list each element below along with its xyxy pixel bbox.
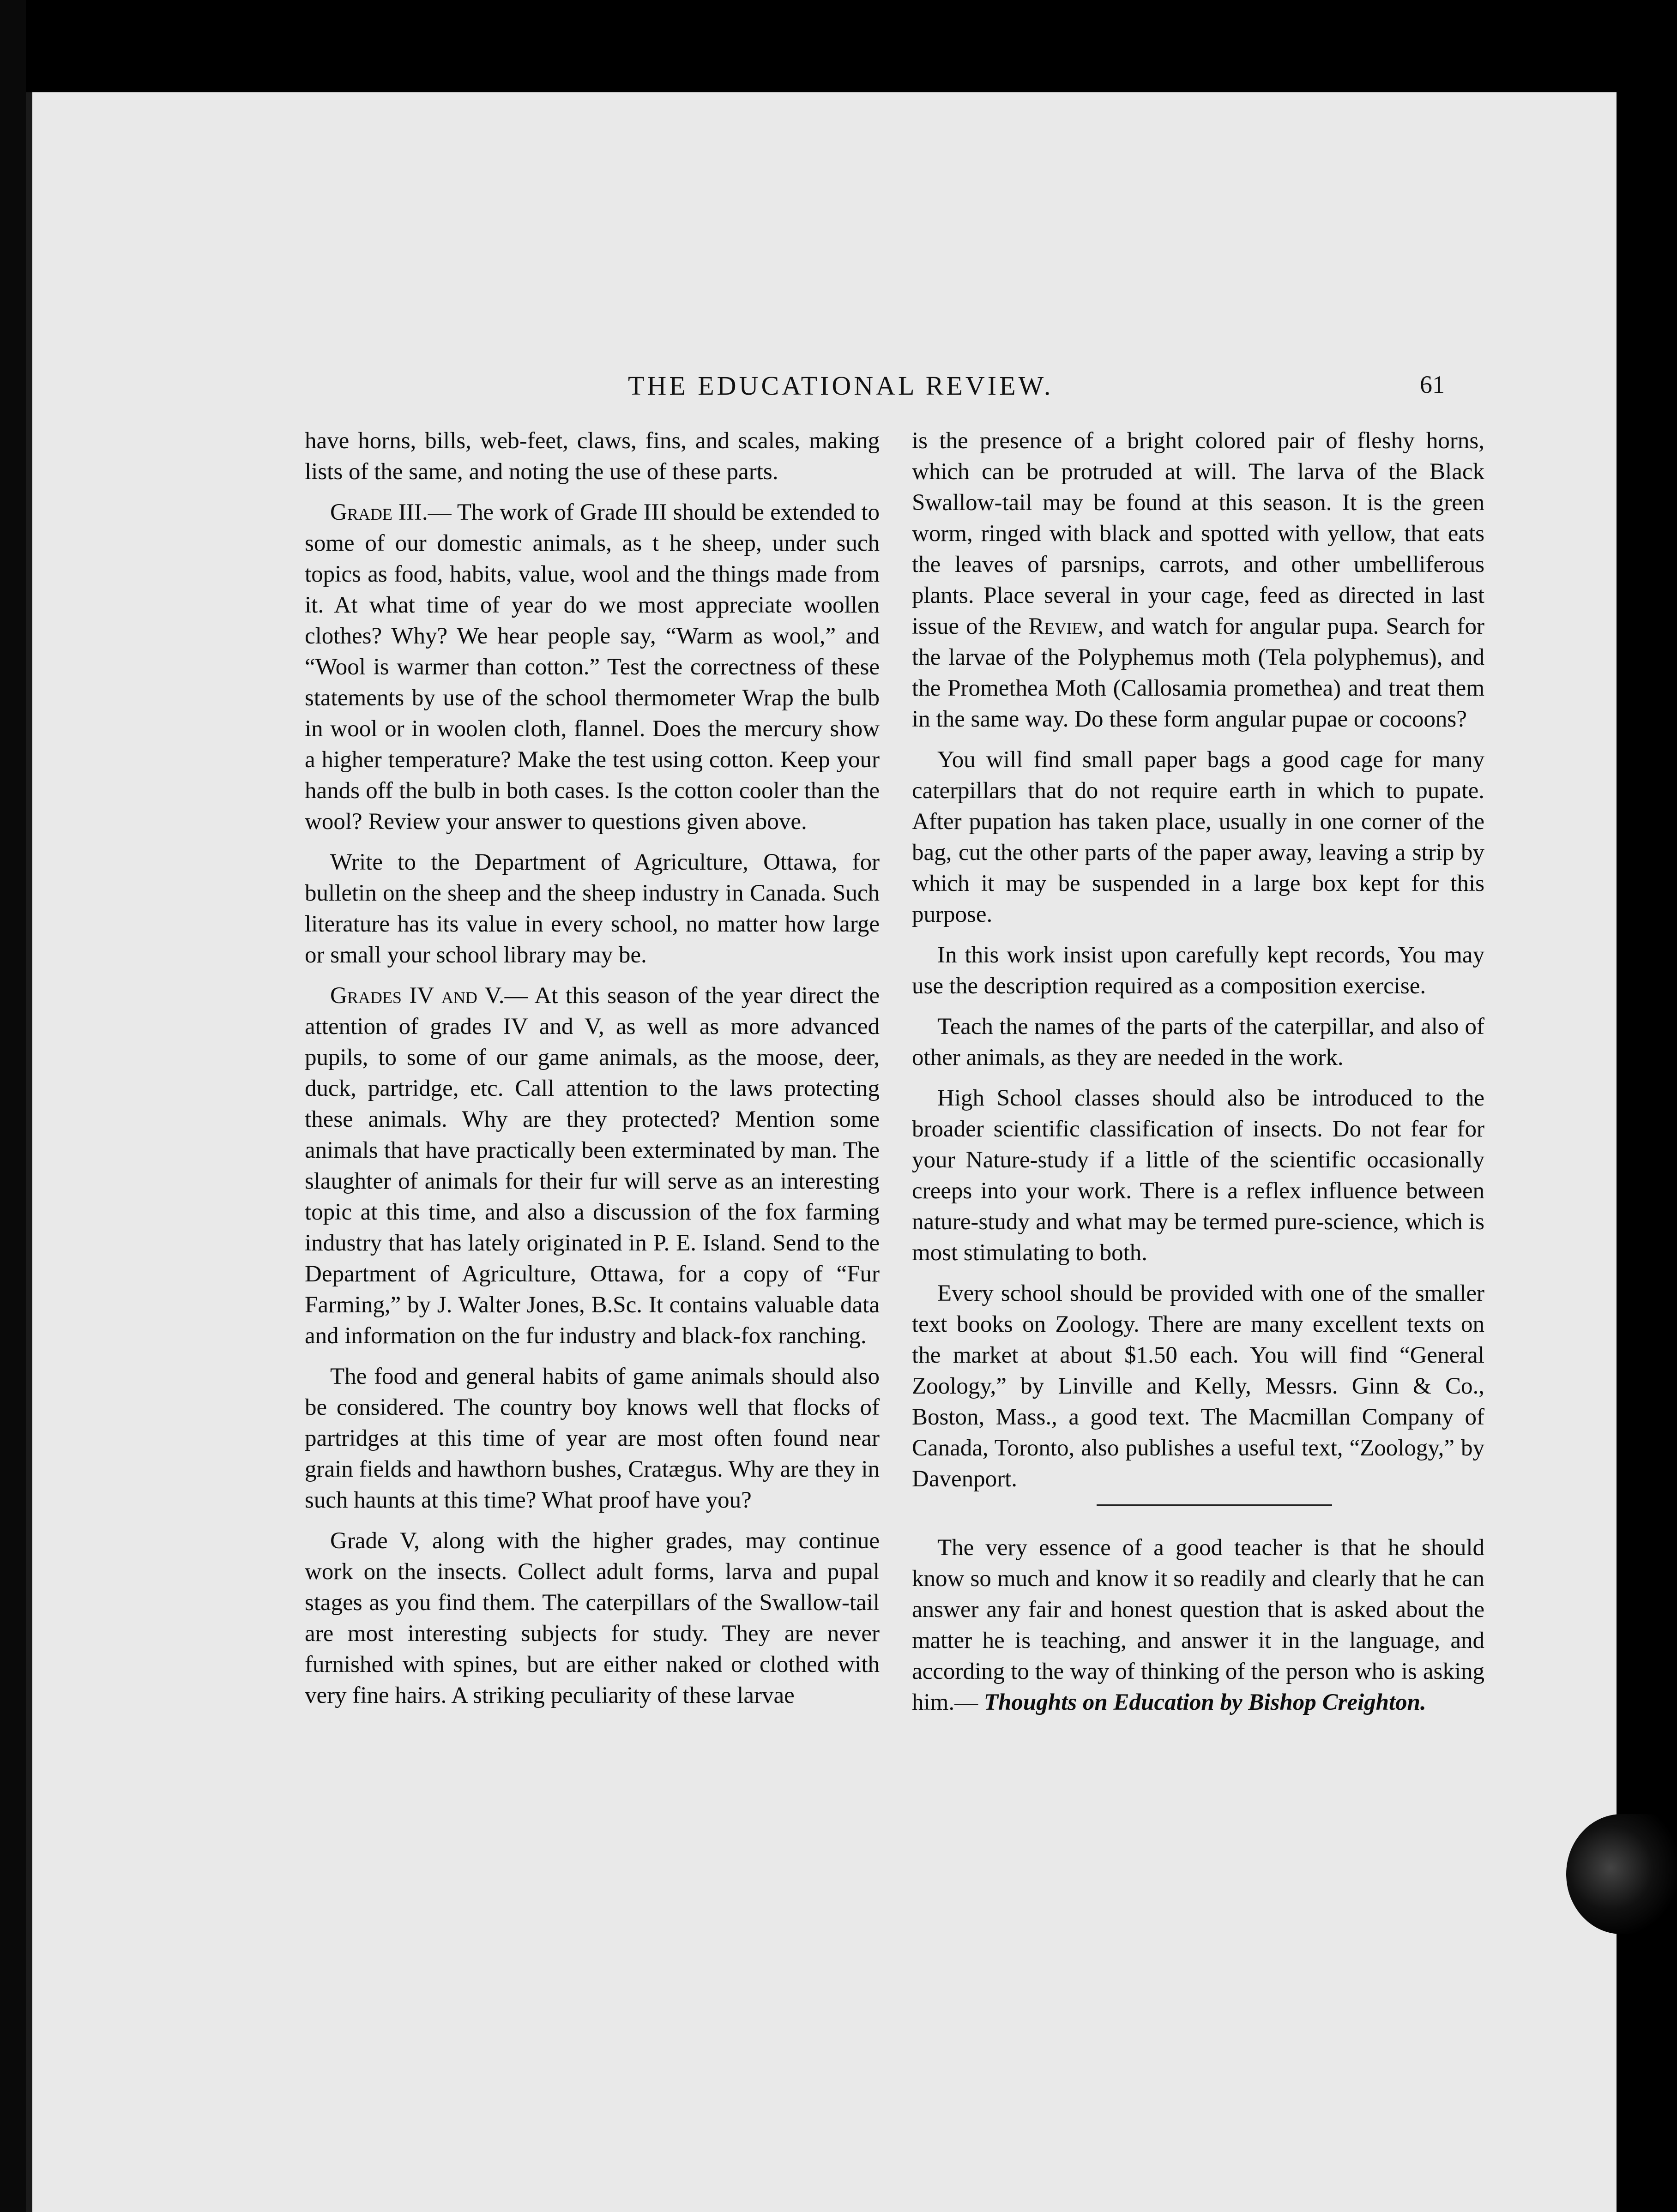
paragraph: The food and general habits of game animals should also be considered. The country boy knows well that flocks of partridges at this time of year are most often found near grain fields and hawthorn bushes, Cratægus. Why are they in such haunts at this time? What proof have you? — [305, 1364, 880, 1513]
section-heading: Grades IV and V. — [330, 983, 505, 1009]
paragraph: In this work insist upon carefully kept records, You may use the description required as a composition exercise. — [912, 942, 1484, 999]
paragraph: have horns, bills, web-feet, claws, fins, and scales, making lists of the same, and noting the use of these parts. — [305, 428, 880, 485]
paragraph: Write to the Department of Agriculture, Ottawa, for bulletin on the sheep and the sheep industry in Canada. Such literature has its value in every school, no matter how large or small your school library may be. — [305, 849, 880, 968]
page-header — [32, 370, 1617, 407]
quotation-text: The very essence of a good teacher is that he should know so much and know it so readily and clearly that he can answer any fair and honest question that is asked about the matter he is teaching, and answer it in the language, and according to the way of thinking of the person who is asking him.— — [912, 1535, 1484, 1715]
section-divider — [1097, 1504, 1332, 1506]
paragraph: High School classes should also be introduced to the broader scientific classification of insects. Do not fear for your Nature-study if a little of the scientific occasionally creeps into your work. There is a reflex influence between nature-study and what may be termed pure-science, which is most stimulating to both. — [912, 1085, 1484, 1266]
paragraph-continued — [912, 426, 1484, 735]
paragraph-body: — The work of Grade III should be extended to some of our domestic animals, as t he sheep, under such topics as food, habits, value, wool and the things made from it. At what time of year do we most appreciate woollen clothes? Why? We hear people say, “Warm as wool,” and “Wool is warmer than cotton.” Test the correctness of these statements by use of the school thermometer Wrap the bulb in wool or in woolen cloth, flannel. Does the mercury show a higher temperature? Make the test using cotton. Keep your hands off the bulb in both cases. Is the cotton cooler than the wool? Review your answer to questions given above. — [305, 499, 880, 835]
binder-clip — [1566, 1814, 1677, 1934]
paragraph-text: , and watch for angular pupa. Search for the larvae of the Polyphemus moth (Tela polyphemus), and the Promethea Moth (Callosamia promethea) and treat them in the same way. Do these form angular pupae or cocoons? — [912, 613, 1484, 732]
paragraph-text: is the presence of a bright colored pair of fleshy horns, which can be protruded at will. The larva of the Black Swallow-tail may be found at this season. It is the green worm, ringed with black and spotted with yellow, that eats the leaves of parsnips, carrots, and other umbelliferous plants. Place several in your cage, feed as directed in last issue of the — [912, 428, 1484, 639]
paragraph-grades-iv-v — [305, 980, 880, 1352]
paragraph: Grade V, along with the higher grades, may continue work on the insects. Collect adult forms, larva and pupal stages as you find them. The caterpillars of the Swallow-tail are most interesting subjects for study. They are never furnished with spines, but are either naked or clothed with very fine hairs. A striking peculiarity of these larvae — [305, 1528, 880, 1708]
quotation-paragraph — [912, 1533, 1484, 1718]
section-heading: Grade III. — [330, 499, 428, 525]
paragraph-body: — At this season of the year direct the attention of grades IV and V, as well as more advanced pupils, to some of our game animals, as the moose, deer, duck, partridge, etc. Call attention to the laws protecting these animals. Why are they protected? Mention some animals that have practically been exterminated by man. The slaughter of animals for their fur will serve as an interesting topic at this time, and also a discussion of the fox farming industry that has lately originated in P. E. Island. Send to the Department of Agriculture, Ottawa, for a copy of “Fur Farming,” by J. Walter Jones, B.Sc. It contains valuable data and information on the fur industry and black-fox ranching. — [305, 983, 880, 1349]
journal-name: Review — [1028, 613, 1098, 639]
document-page — [26, 92, 1617, 2212]
page-number: 61 — [1420, 371, 1445, 398]
paragraph: You will find small paper bags a good cage for many caterpillars that do not require earth in which to pupate. After pupation has taken place, usually in one corner of the bag, cut the other parts of the paper away, leaving a strip by which it may be suspended in a large box kept for this purpose. — [912, 747, 1484, 927]
quotation-attribution: Thoughts on Education by Bishop Creighton. — [983, 1689, 1426, 1715]
left-column — [305, 426, 880, 1721]
right-column — [912, 426, 1484, 1728]
running-head: THE EDUCATIONAL REVIEW. — [628, 371, 1054, 401]
paragraph-grade-iii — [305, 497, 880, 837]
scan-left-border — [0, 0, 26, 2212]
paragraph: Teach the names of the parts of the caterpillar, and also of other animals, as they are needed in the work. — [912, 1014, 1484, 1070]
paragraph: Every school should be provided with one of the smaller text books on Zoology. There are many excellent texts on the market at about $1.50 each. You will find “General Zoology,” by Linville and Kelly, Messrs. Ginn & Co., Boston, Mass., a good text. The Macmillan Company of Canada, Toronto, also publishes a useful text, “Zoology,” by Davenport. — [912, 1280, 1484, 1492]
